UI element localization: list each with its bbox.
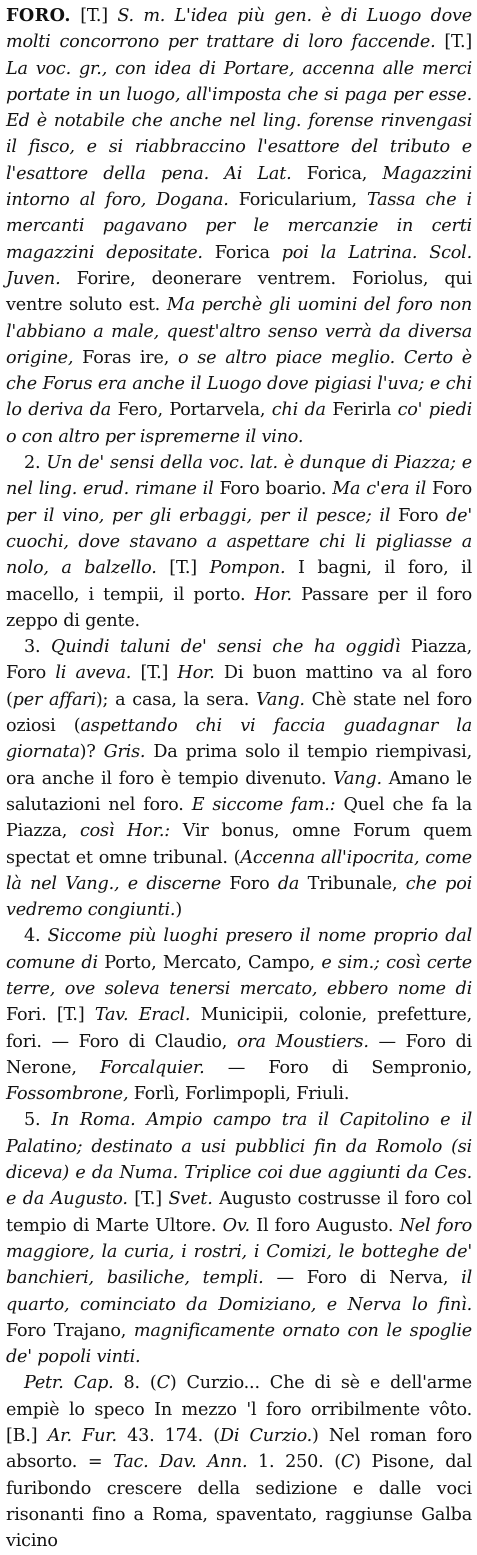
italic-text: Quindi taluni de' sensi che ha oggidì	[50, 637, 401, 658]
roman-text: Piazza, Foro	[6, 637, 472, 684]
roman-text: [T.]	[131, 663, 178, 684]
entry-paragraph	[6, 1370, 472, 1554]
italic-text: Vang.	[333, 768, 382, 789]
entry-paragraph	[6, 1107, 472, 1370]
italic-text: de' cuochi, dove stavano a aspettare chi li pigliasse a nolo, a balzello.	[6, 505, 473, 579]
roman-text: Foro boario.	[213, 479, 333, 500]
italic-text: Fossombrone,	[6, 1084, 129, 1105]
italic-text: Pompon.	[209, 558, 286, 579]
roman-text: — Foro di Sempronio,	[204, 1057, 472, 1078]
italic-text: Ma perchè gli uomini del foro non l'abbiano a male, quest'altro senso verrà da diversa origine,	[6, 295, 472, 368]
roman-text: — Foro di Nerone,	[6, 1031, 472, 1078]
roman-text: ) Pisone, dal furibondo crescere della sedizione e dalle voci risonanti fino a Roma, spaventato, raggiunse Galba vicino	[6, 1452, 472, 1552]
roman-text: )	[175, 900, 182, 921]
roman-text: 43. 174. (	[116, 1426, 220, 1447]
italic-text: Siccome più luoghi presero il nome proprio dal comune di	[6, 926, 472, 973]
roman-text: Forlì, Forlimpopli, Friuli.	[128, 1084, 350, 1105]
roman-text: Vir bonus, omne Forum quem spectat et omne tribunal. (	[6, 821, 472, 868]
dictionary-entry-foro	[6, 3, 472, 1555]
roman-text: Municipii, colonie, prefetture, fori. — Foro di Claudio,	[6, 1005, 473, 1052]
roman-text: 4.	[24, 926, 48, 947]
roman-text: 2.	[24, 453, 47, 474]
roman-text: 5.	[24, 1110, 52, 1131]
roman-text: ) Nel roman foro absorto. =	[6, 1426, 472, 1473]
roman-text: Chè state nel foro oziosi (	[6, 689, 473, 737]
roman-text: Augusto costrusse il foro col tempio di Marte Ultore.	[6, 1189, 472, 1236]
italic-text: magnificamente ornato con le spoglie de' popoli vinti.	[6, 1320, 472, 1368]
italic-text: Ov.	[222, 1215, 250, 1236]
roman-text: [T.]	[70, 6, 118, 26]
roman-text: Porto, Mercato, Campo,	[97, 952, 322, 973]
roman-text: Ferirla	[325, 400, 398, 421]
italic-text: C	[156, 1373, 170, 1394]
roman-text: Foras ire,	[73, 347, 179, 368]
roman-text: [T.]	[435, 32, 472, 53]
italic-text: e sim.; così certe terre, ove soleva tenersi mercato, ebbero nome di	[6, 952, 473, 999]
italic-text: Tassa che i mercanti pagavano per le mercanzie in certi magazzini depositate.	[6, 190, 472, 263]
italic-text: S. m. L'idea più gen. è di Luogo dove molti concorrono per trattare di loro faccende.	[6, 6, 472, 53]
roman-text: Foro	[221, 873, 278, 894]
italic-text: Tav. Eracl.	[94, 1005, 191, 1026]
roman-text: I bagni, il foro, il macello, i tempii, il porto.	[6, 558, 473, 605]
italic-text: da	[277, 873, 300, 894]
italic-text: Hor.	[254, 584, 292, 605]
roman-text: Fero, Portarvela,	[111, 400, 272, 421]
italic-text: Tac. Dav. Ann.	[113, 1452, 248, 1473]
roman-text: Passare per il foro zeppo di gente.	[6, 584, 472, 631]
italic-text: co' piedi o con altro per ispremerne il vino.	[6, 400, 473, 447]
italic-text: La voc. gr., con idea di Portare, accenna alle merci portate in un luogo, all'imposta che si paga per esse. Ed è notabile che anche nel ling. forense rinvengasi il fisco, e si riabbraccino l'esattore del tributo e l'esattore della pena. Ai Lat.	[6, 58, 472, 184]
roman-text: Forire, deonerare ventrem. Foriolus, qui ventre soluto est.	[6, 268, 472, 316]
roman-text: ); a casa, la sera.	[95, 689, 257, 710]
roman-text: — Foro di Nerva,	[263, 1268, 462, 1289]
italic-text: C	[340, 1452, 355, 1473]
roman-text: Foro	[426, 479, 472, 500]
roman-text: 3.	[24, 637, 51, 658]
entry-paragraph	[6, 634, 472, 923]
italic-text: Un de' sensi della voc. lat. è dunque di Piazza; e nel ling. erud. rimane il	[6, 453, 473, 500]
roman-text: Forica	[202, 242, 282, 263]
italic-text: Nel foro maggiore, la curia, i rostri, i Comizi, le botteghe de' banchieri, basiliche, templi.	[6, 1215, 472, 1289]
roman-text: 1. 250. (	[247, 1452, 341, 1473]
italic-text: Petr. Cap.	[24, 1373, 114, 1394]
italic-text: così Hor.:	[79, 821, 170, 842]
roman-text: )?	[79, 742, 104, 763]
italic-text: Ar. Fur.	[47, 1426, 117, 1447]
italic-text: Gris.	[103, 742, 146, 763]
roman-text: [T.]	[156, 558, 210, 579]
entry-paragraph	[6, 923, 472, 1107]
roman-text: Forica,	[291, 163, 383, 184]
italic-text: per il vino, per gli erbaggi, per il pesce; il	[6, 505, 391, 526]
roman-text: ) Curzio... Che di sè e dell'arme empiè lo speco In mezzo 'l foro orribilmente vôto. [B.]	[6, 1373, 472, 1447]
italic-text: o se altro piace meglio. Certo è che Forus era anche il Luogo dove pigiasi l'uva; e chi lo deriva da	[6, 347, 472, 421]
italic-text: Hor.	[177, 663, 215, 684]
italic-text: che poi vedremo congiunti.	[6, 873, 473, 921]
italic-text: Vang.	[256, 689, 305, 710]
roman-text: [T.]	[127, 1189, 169, 1210]
roman-text: Foro Trajano,	[6, 1320, 134, 1341]
italic-text: il quarto, cominciato da Domiziano, e Nerva lo finì.	[6, 1268, 472, 1315]
italic-text: aspettando chi vi faccia guadagnar la giornata	[6, 716, 473, 763]
entry-paragraph	[6, 450, 472, 634]
italic-text: Ma c'era il	[332, 479, 427, 500]
roman-text: Quel che fa la Piazza,	[6, 794, 472, 842]
roman-text: Da prima solo il tempio riempivasi, ora anche il foro è tempio divenuto.	[6, 742, 472, 789]
italic-text: E siccome fam.:	[191, 794, 336, 815]
roman-text: Il foro Augusto.	[249, 1215, 400, 1236]
entry-paragraph	[6, 3, 472, 450]
italic-text: chi da	[271, 400, 326, 421]
italic-text: per affari	[12, 689, 96, 710]
roman-text: Foro	[390, 505, 447, 526]
roman-text: 8. (	[113, 1373, 157, 1394]
roman-text: Fori. [T.]	[6, 1005, 95, 1026]
italic-text: poi la Latrina.	[281, 242, 418, 263]
italic-text: ora Moustiers.	[236, 1031, 369, 1052]
roman-text	[417, 243, 429, 263]
italic-text: Di Curzio.	[219, 1426, 313, 1447]
italic-text: Forcalquier.	[100, 1057, 205, 1078]
italic-text: Magazzini intorno al foro, Dogana.	[6, 163, 472, 211]
dictionary-page	[6, 3, 473, 1552]
roman-text: Foricularium,	[228, 190, 367, 211]
italic-text: In Roma. Ampio campo tra il Capitolino e il Palatino; destinato a usi pubblici fin da Romolo (si diceva) e da Numa. Triplice coi due aggiunti da Ces. e da Augusto.	[6, 1110, 472, 1210]
italic-text: li aveva.	[55, 663, 132, 684]
italic-text: Svet.	[168, 1189, 213, 1210]
headword: FORO.	[6, 5, 71, 26]
italic-text: Scol. Juven.	[6, 242, 472, 289]
roman-text: Amano le salutazioni nel foro.	[6, 768, 472, 815]
roman-text: Di buon mattino va al foro (	[6, 663, 472, 710]
roman-text: Tribunale,	[299, 873, 406, 894]
italic-text: Accenna all'ipocrita, come là nel Vang., e discerne	[6, 847, 473, 894]
